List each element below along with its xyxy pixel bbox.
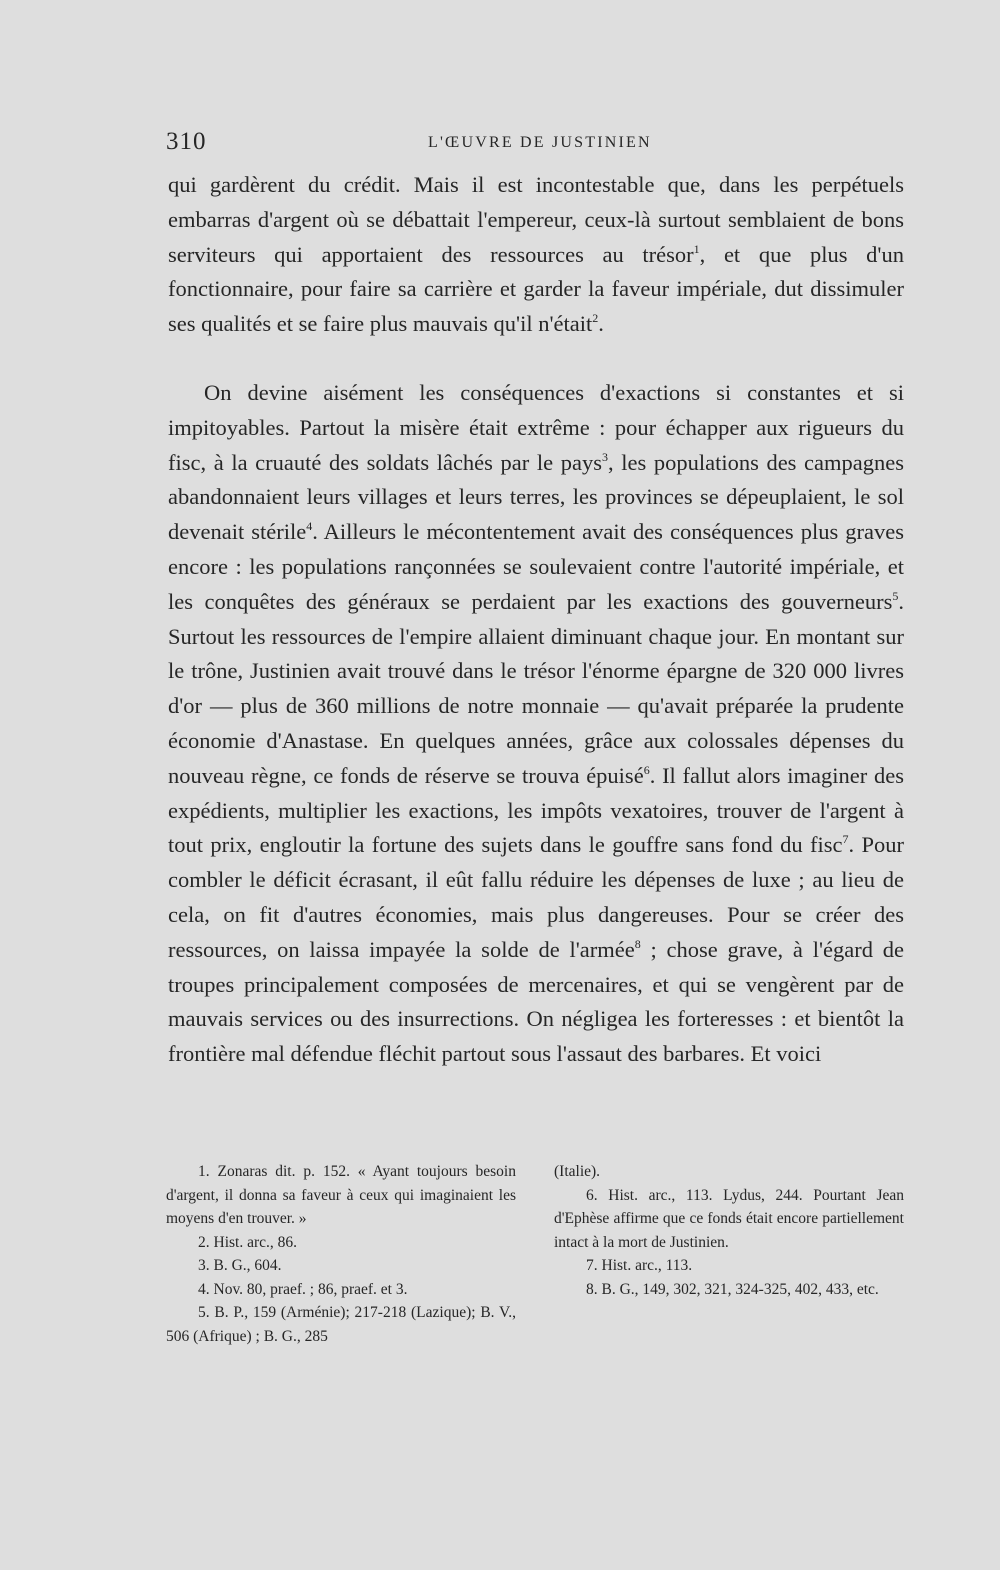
footnote: 5. B. P., 159 (Arménie); 217-218 (Lazique); B. V., 506 (Afrique) ; B. G., 285	[166, 1304, 516, 1345]
footnote: 2. Hist. arc., 86.	[198, 1233, 298, 1251]
footnote: 1. Zonaras dit. p. 152. « Ayant toujours besoin d'argent, il donna sa faveur à ceux qui imaginaient les moyens d'en trouver. »	[166, 1163, 516, 1227]
text-run: qui gardèrent du crédit. Mais il est incontestable que, dans les perpétuels embarras d'argent où se débattait l'empereur, ceux-là surtout semblaient de bons serviteurs qui apportaient des ressources au trésor	[168, 172, 904, 267]
footnotes-left-column	[166, 1160, 516, 1348]
text-run: . Ailleurs le mécontentement avait des conséquences plus graves encore : les populations rançonnées se soulevaient contre l'autorité impériale, et les conquêtes des généraux se perdaient par les exactions des gouverneurs	[168, 519, 904, 614]
footnote: (Italie).	[554, 1163, 601, 1180]
footnote-ref[interactable]: 7	[842, 832, 849, 847]
footnote: 4. Nov. 80, praef. ; 86, praef. et 3.	[198, 1280, 408, 1298]
text-run: On devine aisément les conséquences d'exactions si constantes et si impitoyables. Partout la misère était extrême : pour échapper aux rigueurs du fisc, à la cruauté des soldats lâchés par le pays	[168, 379, 904, 475]
text-run: , les populations des campagnes abandonnaient leurs villages et leurs terres, les provinces se dépeuplaient, le sol devenait stérile	[168, 449, 904, 545]
text-run: . Il fallut alors imaginer des expédients, multiplier les exactions, les impôts vexatoires, trouver de l'argent à tout prix, engloutir la fortune des sujets dans le gouffre sans fond du fisc	[168, 762, 904, 858]
text-run: . Surtout les ressources de l'empire allaient diminuant chaque jour. En montant sur le trône, Justinien avait trouvé dans le trésor l'énorme épargne de 320 000 livres d'or — plus de 360 millions de notre monnaie — qu'avait préparée la prudente économie d'Anastase. En quelques années, grâce aux colossales dépenses du nouveau règne, ce fonds de réserve se trouva épuisé	[168, 588, 904, 788]
running-title: L'ŒUVRE DE JUSTINIEN	[428, 134, 652, 151]
footnote-ref[interactable]: 6	[643, 762, 650, 777]
body-text	[168, 168, 904, 1072]
footnotes-right-column	[554, 1160, 904, 1348]
footnote-ref[interactable]: 4	[306, 519, 313, 534]
footnote-ref[interactable]: 1	[693, 241, 700, 256]
footnote: 7. Hist. arc., 113.	[586, 1257, 693, 1274]
page-number: 310	[166, 128, 207, 155]
footnote: 8. B. G., 149, 302, 321, 324-325, 402, 433, etc.	[586, 1280, 879, 1298]
text-run: ; chose grave, à l'égard de troupes principalement composées de mercenaires, et qui se vengèrent par de mauvais services ou des insurrections. On négligea les forteresses : et bientôt la frontière mal défendue fléchit partout sous l'assaut des barbares. Et voici	[168, 936, 904, 1067]
footnote-ref[interactable]: 8	[634, 936, 641, 951]
paragraph	[168, 168, 904, 342]
footnotes	[166, 1160, 904, 1348]
footnote: 3. B. G., 604.	[198, 1257, 282, 1274]
footnote-ref[interactable]: 2	[592, 311, 599, 326]
text-run: .	[598, 311, 604, 337]
footnote-ref[interactable]: 5	[892, 588, 899, 603]
footnote: 6. Hist. arc., 113. Lydus, 244. Pourtant Jean d'Ephèse affirme que ce fonds était encore partiellement intact à la mort de Justinien.	[554, 1186, 904, 1251]
page-header	[166, 128, 900, 158]
paragraph	[168, 376, 904, 1072]
text-run: , et que plus d'un fonctionnaire, pour faire sa carrière et garder la faveur impériale, dut dissimuler ses qualités et se faire plus mauvais qu'il n'était	[168, 241, 904, 337]
text-run: . Pour combler le déficit écrasant, il eût fallu réduire les dépenses de luxe ; au lieu de cela, on fit d'autres économies, mais plus dangereuses. Pour se créer des ressources, on laissa impayée la solde de l'armée	[168, 832, 904, 962]
footnote-ref[interactable]: 3	[601, 449, 608, 464]
